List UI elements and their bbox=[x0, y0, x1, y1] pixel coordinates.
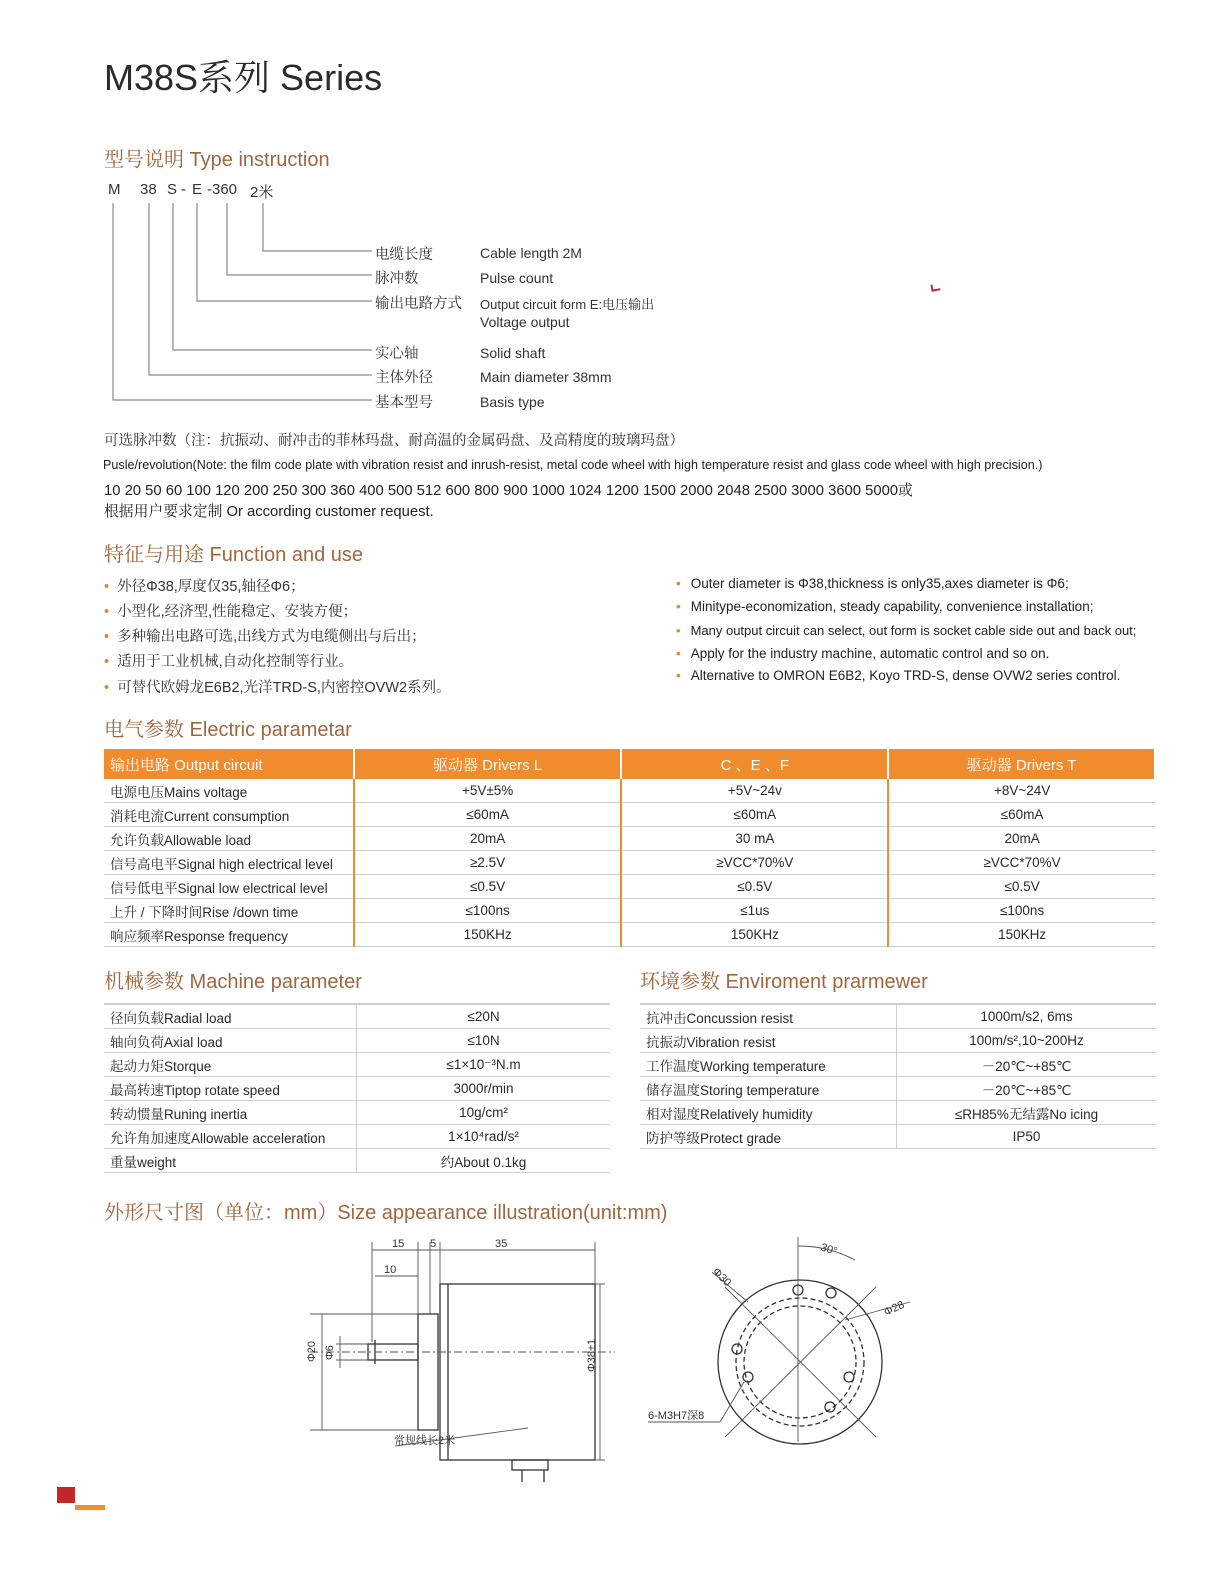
feature-cn-4: • 适用于工业机械,自动化控制等行业。 bbox=[104, 654, 354, 670]
custom-request: 根据用户要求定制 Or according customer request. bbox=[104, 504, 434, 520]
type-bracket-lines bbox=[100, 195, 380, 410]
value-t: ≤100ns bbox=[888, 899, 1155, 923]
label-pulse-count-en: Pulse count bbox=[480, 270, 554, 286]
code-s: S bbox=[167, 181, 178, 198]
label-output-circuit-en: Output circuit form E:电压输出 bbox=[480, 297, 655, 312]
dim-phi30: Φ30 bbox=[709, 1265, 734, 1289]
param-name: 重量weight bbox=[104, 1149, 357, 1173]
value-cef: 30 mA bbox=[621, 827, 888, 851]
dim-holes: 6-M3H7深8 bbox=[648, 1410, 705, 1422]
dim-10: 10 bbox=[384, 1264, 397, 1276]
pulse-count-list: 10 20 50 60 100 120 200 250 300 360 400 500 512 600 800 900 1000 1024 1200 1500 2000 2048 2500 3000 3600 5000或 bbox=[104, 483, 913, 499]
header-drivers-t: 驱动器 Drivers T bbox=[888, 749, 1155, 779]
feature-cn-2: • 小型化,经济型,性能稳定、安装方便； bbox=[104, 604, 358, 620]
param-value: 1000m/s2, 6ms bbox=[897, 1004, 1157, 1029]
table-row bbox=[640, 1125, 1156, 1149]
cable-length-note: 常规线长2米 bbox=[394, 1435, 456, 1447]
corner-bar-orange bbox=[75, 1505, 105, 1510]
label-pulse-count-cn: 脉冲数 bbox=[375, 271, 419, 287]
table-row bbox=[104, 875, 1155, 899]
value-l: 20mA bbox=[354, 827, 622, 851]
value-l: ≤0.5V bbox=[354, 875, 622, 899]
param-name: 信号低电平Signal low electrical level bbox=[104, 875, 354, 899]
value-t: 20mA bbox=[888, 827, 1155, 851]
param-value: ≤10N bbox=[357, 1029, 611, 1053]
feature-en-2: • Minitype-economization, steady capability, convenience installation; bbox=[676, 599, 1094, 614]
param-value: －20℃~+85℃ bbox=[897, 1053, 1157, 1077]
table-row bbox=[104, 803, 1155, 827]
function-heading: 特征与用途 Function and use bbox=[104, 544, 363, 566]
param-name: 消耗电流Current consumption bbox=[104, 803, 354, 827]
param-name: 最高转速Tiptop rotate speed bbox=[104, 1077, 357, 1101]
table-row bbox=[640, 1004, 1156, 1029]
table-row bbox=[104, 1125, 610, 1149]
table-row bbox=[104, 779, 1155, 803]
table-row bbox=[640, 1053, 1156, 1077]
value-t: ≤60mA bbox=[888, 803, 1155, 827]
param-name: 防护等级Protect grade bbox=[640, 1125, 897, 1149]
value-cef: ≥VCC*70%V bbox=[621, 851, 888, 875]
feature-en-1: • Outer diameter is Φ38,thickness is only35,axes diameter is Φ6; bbox=[676, 576, 1069, 591]
value-l: 150KHz bbox=[354, 923, 622, 947]
param-name: 响应频率Response frequency bbox=[104, 923, 354, 947]
label-solid-shaft-en: Solid shaft bbox=[480, 345, 546, 361]
value-l: ≤60mA bbox=[354, 803, 622, 827]
corner-block-red bbox=[57, 1487, 75, 1503]
code-e: E bbox=[192, 181, 203, 198]
code-dash1: - bbox=[181, 181, 186, 198]
label-main-diameter-cn: 主体外径 bbox=[375, 370, 433, 386]
table-row bbox=[104, 1053, 610, 1077]
param-name: 转动惯量Runing inertia bbox=[104, 1101, 357, 1125]
dim-15: 15 bbox=[392, 1238, 405, 1250]
page-title: M38S系列 Series bbox=[104, 57, 383, 98]
table-row bbox=[640, 1101, 1156, 1125]
param-name: 相对湿度Relatively humidity bbox=[640, 1101, 897, 1125]
param-value: －20℃~+85℃ bbox=[897, 1077, 1157, 1101]
table-row bbox=[104, 1004, 610, 1029]
dim-phi20: Φ20 bbox=[306, 1340, 318, 1362]
param-name: 径向负载Radial load bbox=[104, 1004, 357, 1029]
table-row bbox=[104, 1029, 610, 1053]
param-value: 3000r/min bbox=[357, 1077, 611, 1101]
param-name: 储存温度Storing temperature bbox=[640, 1077, 897, 1101]
header-drivers-l: 驱动器 Drivers L bbox=[354, 749, 622, 779]
param-value: 10g/cm² bbox=[357, 1101, 611, 1125]
environment-table bbox=[640, 1003, 1156, 1149]
code-360: -360 bbox=[207, 181, 238, 198]
param-value: ≤RH85%无结露No icing bbox=[897, 1101, 1157, 1125]
value-cef: ≤0.5V bbox=[621, 875, 888, 899]
machine-table bbox=[104, 1003, 610, 1173]
dim-angle-30: 30° bbox=[819, 1241, 839, 1258]
dim-phi38: Φ38±1 bbox=[586, 1338, 598, 1372]
param-value: IP50 bbox=[897, 1125, 1157, 1149]
code-38: 38 bbox=[140, 181, 157, 198]
feature-en-5: • Alternative to OMRON E6B2, Koyo TRD-S, dense OVW2 series control. bbox=[676, 668, 1121, 683]
machine-heading: 机械参数 Machine parameter bbox=[104, 971, 362, 993]
table-row bbox=[104, 899, 1155, 923]
dim-5: 5 bbox=[430, 1238, 437, 1250]
table-row bbox=[104, 923, 1155, 947]
feature-cn-5: • 可替代欧姆龙E6B2,光洋TRD-S,内密控OVW2系列。 bbox=[104, 680, 451, 696]
table-row bbox=[104, 1149, 610, 1173]
param-value: 约About 0.1kg bbox=[357, 1149, 611, 1173]
param-name: 轴向负荷Axial load bbox=[104, 1029, 357, 1053]
side-view-drawing bbox=[300, 1232, 620, 1482]
label-basis-type-cn: 基本型号 bbox=[375, 395, 433, 411]
header-cef: C 、E 、F bbox=[621, 749, 888, 779]
value-cef: ≤60mA bbox=[621, 803, 888, 827]
mark-decoration bbox=[930, 283, 940, 291]
table-row bbox=[104, 1101, 610, 1125]
param-name: 抗振动Vibration resist bbox=[640, 1029, 897, 1053]
param-name: 电源电压Mains voltage bbox=[104, 779, 354, 803]
environment-heading: 环境参数 Enviroment prarmewer bbox=[640, 971, 928, 993]
param-name: 起动力矩Storque bbox=[104, 1053, 357, 1077]
value-l: ≤100ns bbox=[354, 899, 622, 923]
value-cef: 150KHz bbox=[621, 923, 888, 947]
pulse-note-en: Pusle/revolution(Note: the film code plate with vibration resist and inrush-resist, metal code wheel with high temperature resist and glass code wheel with high precision.) bbox=[103, 458, 1043, 472]
value-l: +5V±5% bbox=[354, 779, 622, 803]
label-solid-shaft-cn: 实心轴 bbox=[375, 346, 419, 362]
feature-en-4: • Apply for the industry machine, automatic control and so on. bbox=[676, 646, 1050, 661]
pulse-note-cn: 可选脉冲数（注：抗振动、耐冲击的菲林玛盘、耐高温的金属码盘、及高精度的玻璃玛盘） bbox=[104, 433, 684, 449]
value-t: +8V~24V bbox=[888, 779, 1155, 803]
label-basis-type-en: Basis type bbox=[480, 394, 545, 410]
value-cef: ≤1us bbox=[621, 899, 888, 923]
dim-phi28: Φ28 bbox=[882, 1298, 907, 1319]
label-main-diameter-en: Main diameter 38mm bbox=[480, 369, 612, 385]
electric-header-row bbox=[104, 749, 1155, 779]
label-voltage-output-en: Voltage output bbox=[480, 314, 570, 330]
header-output-circuit: 输出电路 Output circuit bbox=[104, 749, 354, 779]
code-m: M bbox=[108, 181, 121, 198]
param-name: 允许角加速度Allowable acceleration bbox=[104, 1125, 357, 1149]
param-value: 1×10⁴rad/s² bbox=[357, 1125, 611, 1149]
param-name: 信号高电平Signal high electrical level bbox=[104, 851, 354, 875]
param-name: 上升 / 下降时间Rise /down time bbox=[104, 899, 354, 923]
size-heading: 外形尺寸图（单位：mm）Size appearance illustration(unit:mm) bbox=[104, 1202, 668, 1224]
dim-phi6: Φ6 bbox=[324, 1345, 336, 1360]
front-view-drawing bbox=[640, 1232, 930, 1467]
feature-cn-3: • 多种输出电路可选,出线方式为电缆侧出与后出； bbox=[104, 629, 426, 645]
value-cef: +5V~24v bbox=[621, 779, 888, 803]
label-cable-length-en: Cable length 2M bbox=[480, 245, 582, 261]
dim-35: 35 bbox=[495, 1238, 508, 1250]
table-row bbox=[104, 851, 1155, 875]
table-row bbox=[104, 1077, 610, 1101]
electric-heading: 电气参数 Electric parametar bbox=[104, 719, 352, 741]
value-t: ≥VCC*70%V bbox=[888, 851, 1155, 875]
type-instruction-heading: 型号说明 Type instruction bbox=[104, 149, 330, 171]
table-row bbox=[640, 1077, 1156, 1101]
value-l: ≥2.5V bbox=[354, 851, 622, 875]
param-name: 允许负载Allowable load bbox=[104, 827, 354, 851]
value-t: ≤0.5V bbox=[888, 875, 1155, 899]
code-cable: 2米 bbox=[250, 184, 274, 201]
value-t: 150KHz bbox=[888, 923, 1155, 947]
label-output-circuit-cn: 输出电路方式 bbox=[375, 296, 462, 312]
label-cable-length-cn: 电缆长度 bbox=[375, 247, 433, 263]
table-row bbox=[640, 1029, 1156, 1053]
param-name: 抗冲击Concussion resist bbox=[640, 1004, 897, 1029]
feature-en-3: • Many output circuit can select, out form is socket cable side out and back out; bbox=[676, 623, 1137, 638]
param-value: 100m/s²,10~200Hz bbox=[897, 1029, 1157, 1053]
electric-table bbox=[104, 749, 1156, 947]
param-value: ≤1×10⁻³N.m bbox=[357, 1053, 611, 1077]
feature-cn-1: • 外径Φ38,厚度仅35,轴径Φ6； bbox=[104, 579, 305, 595]
param-name: 工作温度Working temperature bbox=[640, 1053, 897, 1077]
table-row bbox=[104, 827, 1155, 851]
param-value: ≤20N bbox=[357, 1004, 611, 1029]
